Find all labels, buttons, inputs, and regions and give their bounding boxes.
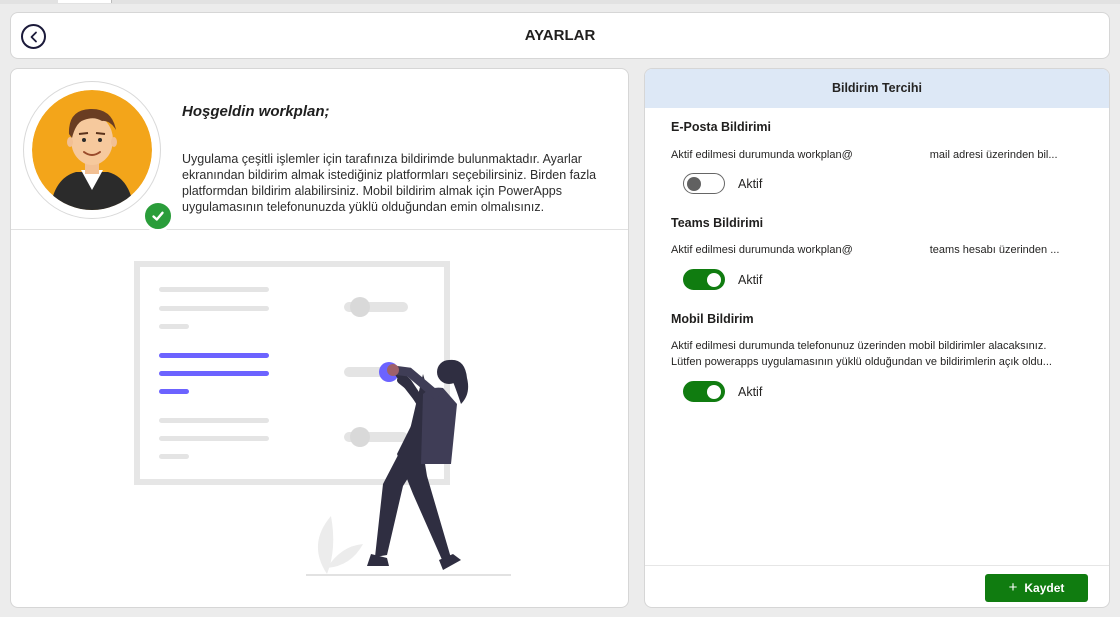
teams-section-description — [671, 242, 1091, 258]
teams-toggle-label: Aktif — [738, 272, 763, 287]
email-toggle[interactable] — [683, 173, 725, 194]
notification-preferences-panel — [644, 68, 1110, 608]
checkmark-icon — [151, 209, 165, 223]
teams-toggle-row[interactable] — [683, 269, 762, 290]
email-toggle-row[interactable] — [683, 173, 762, 194]
mobile-toggle-label: Aktif — [738, 384, 763, 399]
mobile-toggle[interactable] — [683, 381, 725, 402]
mobile-section-description — [671, 338, 1091, 370]
preferences-header: Bildirim Tercihi — [645, 69, 1109, 108]
avatar — [23, 81, 161, 219]
save-button[interactable] — [985, 574, 1088, 602]
mobile-section-title: Mobil Bildirim — [671, 312, 754, 326]
mobile-desc-line-2: Lütfen powerapps uygulamasının yüklü olduğundan ve bildirimlerin açık oldu... — [671, 356, 1052, 368]
plus-icon: + — [1008, 579, 1018, 596]
teams-toggle[interactable] — [683, 269, 725, 290]
toggle-knob — [687, 177, 701, 191]
top-header — [10, 12, 1110, 59]
teams-desc-start: Aktif edilmesi durumunda workplan@ — [671, 244, 853, 256]
email-section-title: E-Posta Bildirimi — [671, 120, 772, 134]
mobile-toggle-row[interactable] — [683, 381, 762, 402]
email-desc-end: mail adresi üzerinden bil... — [929, 149, 1058, 161]
window-top-strip — [0, 0, 1120, 4]
settings-illustration — [131, 254, 511, 589]
redacted-text — [853, 245, 930, 255]
window-tab — [58, 0, 112, 3]
footer-divider — [645, 565, 1109, 566]
welcome-panel — [10, 68, 629, 608]
welcome-title: Hoşgeldin workplan; — [182, 103, 330, 120]
teams-desc-end: teams hesabı üzerinden ... — [929, 244, 1060, 256]
teams-section-title: Teams Bildirimi — [671, 216, 764, 230]
verified-badge — [142, 200, 174, 232]
toggle-knob — [707, 385, 721, 399]
welcome-description: Uygulama çeşitli işlemler için tarafınıza bildirimde bulunmaktadır. Ayarlar ekranından bildirim almak istediğiniz platformları seçebilirsiniz. Birden fazla platformdan bildirim alabilirsiniz. Mobil bildirim almak için PowerApps uygulamasının telefonunuzda yüklü olduğundan emin olmalısınız. — [182, 152, 597, 214]
mobile-desc-line-1: Aktif edilmesi durumunda telefonunuz üzerinden mobil bildirimler alacaksınız. — [671, 340, 1047, 352]
email-toggle-label: Aktif — [738, 176, 763, 191]
redacted-text — [853, 150, 930, 160]
email-desc-start: Aktif edilmesi durumunda workplan@ — [671, 149, 853, 161]
avatar-illustration — [32, 90, 152, 210]
email-section-description — [671, 147, 1091, 163]
welcome-card — [11, 69, 629, 230]
save-button-label: Kaydet — [1024, 581, 1065, 595]
toggle-knob — [707, 273, 721, 287]
page-title: AYARLAR — [524, 27, 596, 44]
